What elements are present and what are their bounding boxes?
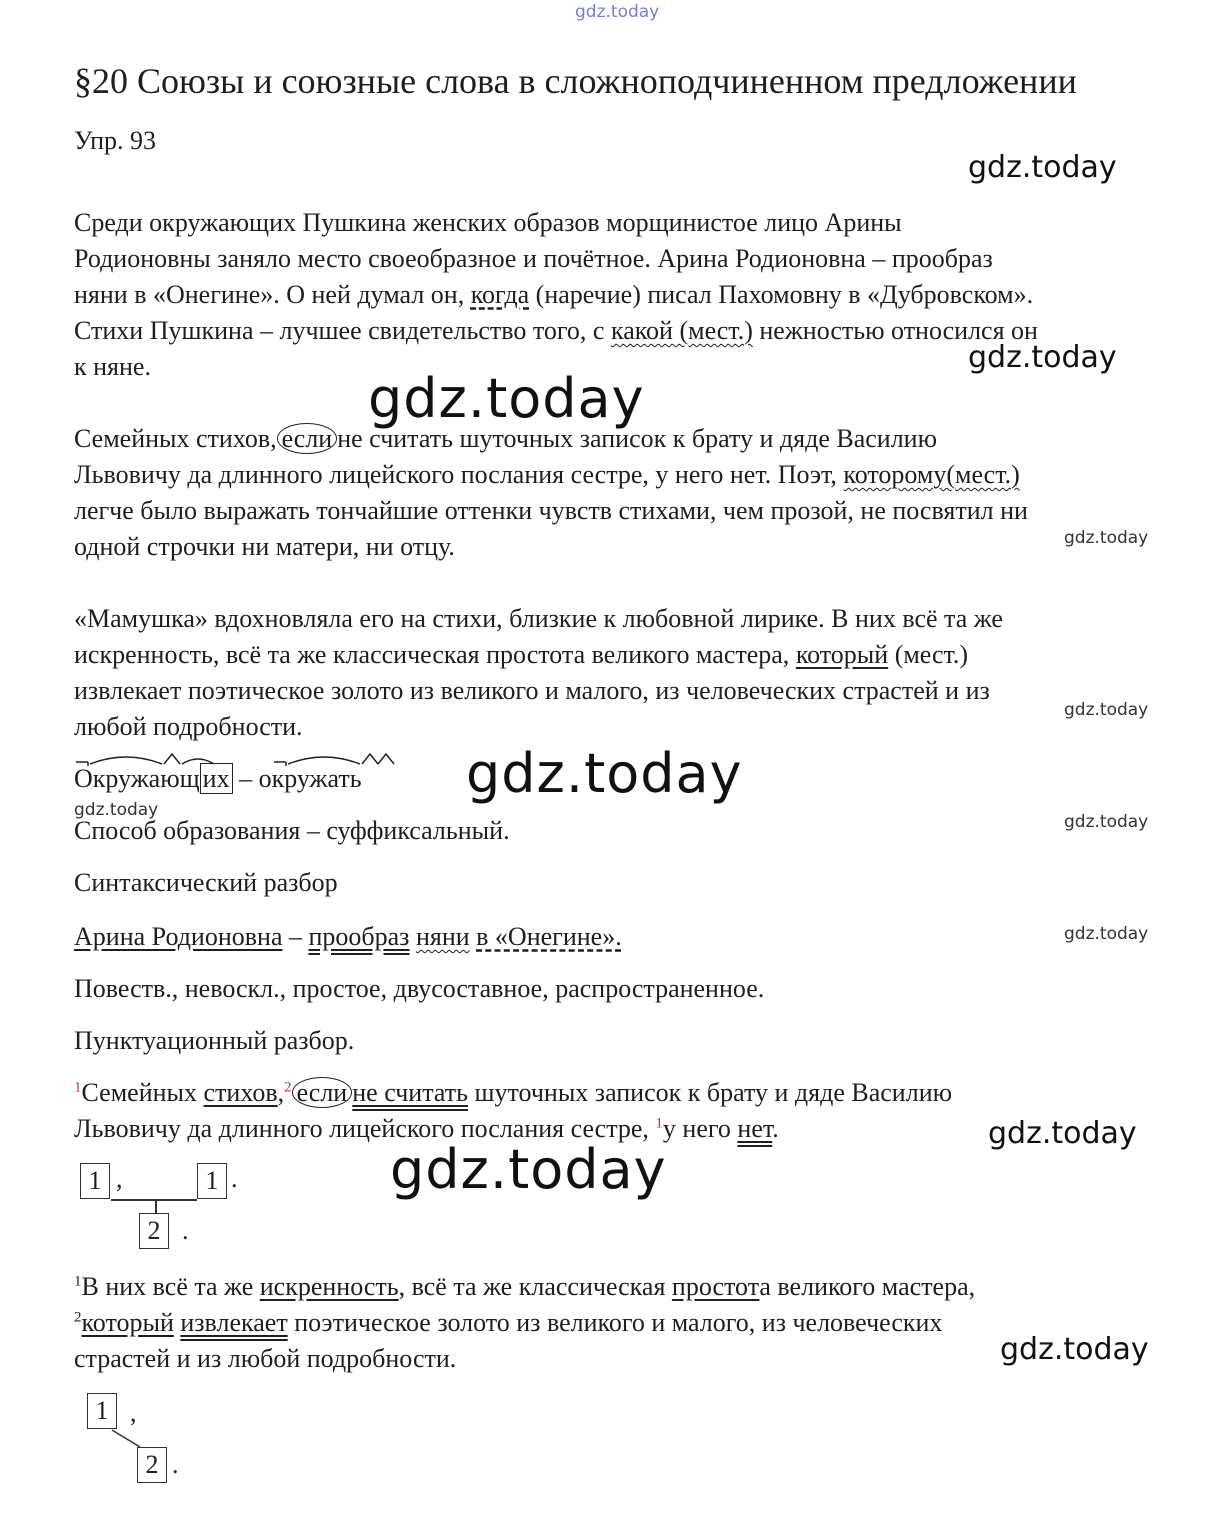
punct-a-line-1: $^1$Семейных стихов,$^2$ если не считать шуточных записок к брату и дяде Василию [74,1078,953,1107]
watermark: gdz.today [968,340,1117,375]
watermark: gdz.today [968,150,1117,185]
conjunctive-word: которому(мест.) [843,460,1020,489]
scheme-box: 2 [137,1447,167,1483]
page-title: §20 Союзы и союзные слова в сложноподчиненном предложении [74,61,1077,101]
watermark: gdz.today [1064,528,1149,548]
watermark: gdz.today [368,367,645,430]
syntax-heading: Синтаксический разбор [74,868,338,897]
circled-conjunction: если [292,1077,353,1108]
sentence-characteristics: Повеств., невоскл., простое, двусоставное, распространенное. [74,974,765,1003]
watermark-top: gdz.today [575,2,660,22]
p2-line-1: Семейных стихов, если не считать шуточных записок к брату и дяде Василию [74,424,938,453]
scheme-box: 1 [197,1163,227,1199]
p1-line-2: Родионовны заняло место своеобразное и почётное. Арина Родионовна – прообраз [74,244,993,273]
scheme-link [155,1199,157,1213]
watermark: gdz.today [1064,924,1149,944]
syntax-sentence: Арина Родионовна – прообраз няни в «Онегине». [74,922,622,951]
scheme-dot: . [172,1450,179,1479]
ending-box: их [200,763,233,794]
p3-line-3: извлекает поэтическое золото из великого и малого, из человеческих страстей и из [74,676,990,705]
p3-line-2: искренность, всё та же классическая простота великого мастера, который (мест.) [74,640,969,669]
p2-line-2: Львовичу да длинного лицейского послания сестре, у него нет. Поэт, которому(мест.) [74,460,1020,489]
circled-conjunction: если [277,423,338,454]
punct-a-line-2: Львовичу да длинного лицейского послания сестре, $^1$у него нет. [74,1114,779,1143]
p2-line-3: легче было выражать тончайшие оттенки чувств стихами, чем прозой, не посвятил ни [74,496,1028,525]
p1-line-1: Среди окружающих Пушкина женских образов морщинистое лицо Арины [74,208,902,237]
watermark: gdz.today [74,800,159,820]
watermark: gdz.today [1064,812,1149,832]
scheme-box: 1 [80,1163,110,1199]
scheme-comma: , [116,1164,123,1193]
watermark: gdz.today [988,1116,1137,1151]
punct-b-line-3: страстей и из любой подробности. [74,1344,457,1373]
adverbial: в «Онегине». [476,922,622,951]
conjunctive-word: который [795,640,889,669]
watermark: gdz.today [466,742,743,805]
subject: Арина Родионовна [74,922,283,951]
watermark: gdz.today [1064,700,1149,720]
punct-b-line-2: $^2$который извлекает поэтическое золото из великого и малого, из человеческих [74,1308,943,1337]
scheme-comma: , [130,1398,137,1427]
scheme-dot: . [182,1216,189,1245]
p3-line-1: «Мамушка» вдохновляла его на стихи, близкие к любовной лирике. В них всё та же [74,604,1003,633]
scheme-dot: . [231,1164,238,1193]
p1-line-4: Стихи Пушкина – лучшее свидетельство того, с какой (мест.) нежностью относился он [74,316,1038,345]
p1-line-3: няни в «Онегине». О ней думал он, когда (наречие) писал Пахомовну в «Дубровском». [74,280,1034,309]
scheme-link [111,1199,197,1201]
p2-line-4: одной строчки ни матери, ни отцу. [74,532,455,561]
p1-line-5: к няне. [74,352,151,381]
scheme-link [110,1429,150,1449]
morphemic-parse: Окружающ их – окружать [74,764,362,793]
punctuation-heading: Пунктуационный разбор. [74,1026,355,1055]
formation-method: Способ образования – суффиксальный. [74,816,510,845]
attribute: няни [415,922,470,951]
watermark: gdz.today [1000,1332,1149,1367]
scheme-box: 1 [87,1393,117,1429]
conjunctive-word: когда [470,280,530,309]
predicate: прообраз [308,922,410,951]
scheme-box: 2 [139,1213,169,1249]
exercise-number: Упр. 93 [74,126,157,155]
conjunctive-word: какой (мест.) [610,316,753,345]
p3-line-4: любой подробности. [74,712,303,741]
punct-b-line-1: $^1$В них всё та же искренность, всё та же классическая простота великого мастера, [74,1272,976,1301]
watermark: gdz.today [390,1138,667,1201]
